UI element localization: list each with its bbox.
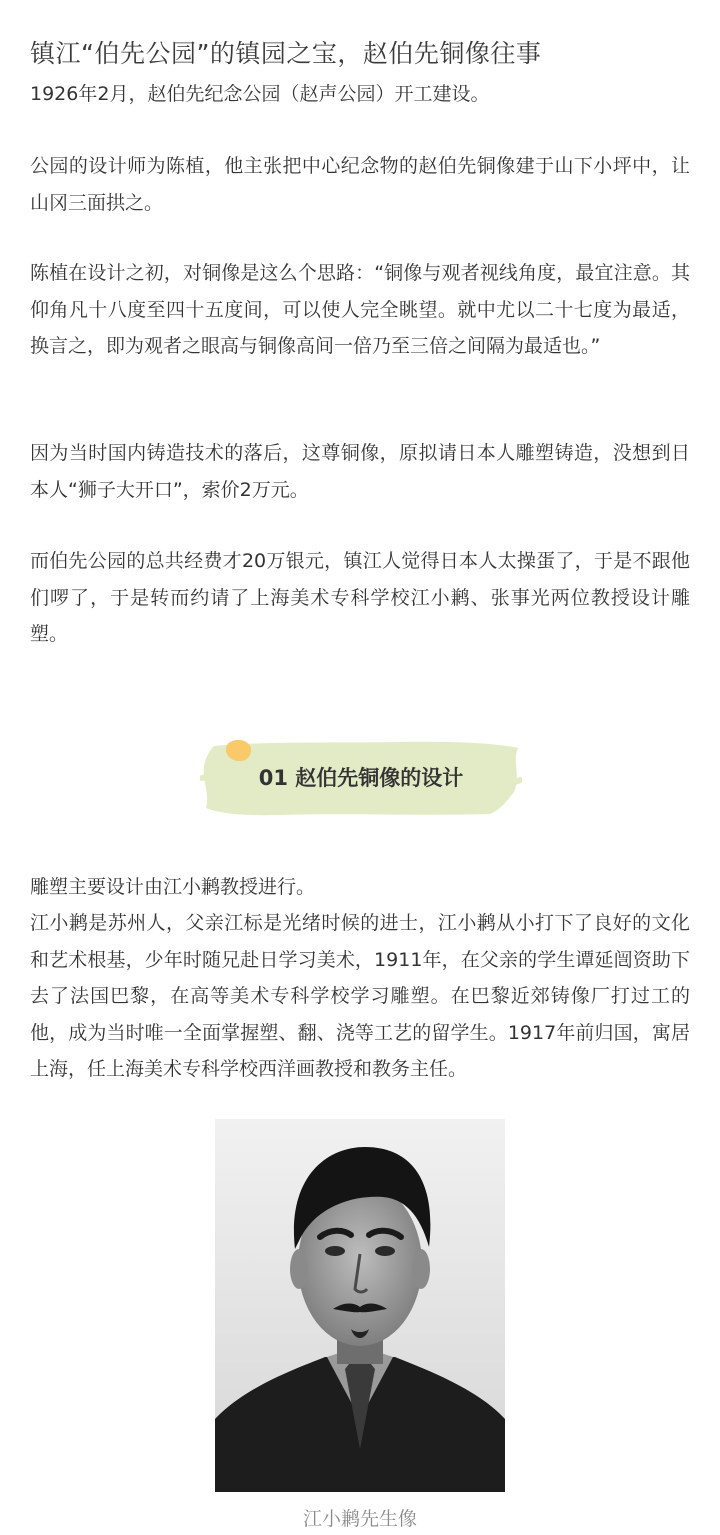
paragraph: 雕塑主要设计由江小鹣教授进行。: [30, 876, 316, 898]
photo-caption: 江小鹣先生像: [302, 1508, 417, 1530]
section-heading: 01 赵伯先铜像的设计: [258, 766, 464, 790]
paragraph: 江小鹣是苏州人，父亲江标是光绪时候的进士，江小鹣从小打下了良好的文化和艺术根基，少年时随兄赴日学习美术，1911年，在父亲的学生谭延闿资助下去了法国巴黎，在高等美术专科学校学习雕塑。在巴黎近郊铸像厂打过工的他，成为当时唯一全面掌握塑、翻、浇等工艺的留学生。1917年前归国，寓居上海，任上海美术专科学校西洋画教授和教务主任。: [30, 912, 690, 1080]
paragraph: 公园的设计师为陈植，他主张把中心纪念物的赵伯先铜像建于山下小坪中，让山冈三面拱之。: [30, 155, 690, 214]
paragraph: 陈植在设计之初，对铜像是这么个思路：“铜像与观者视线角度，最宜注意。其仰角凡十八度至四十五度间，可以使人完全眺望。就中尤以二十七度为最适，换言之，即为观者之眼高与铜像高间一倍乃至三倍之间隔为最适也。”: [30, 262, 690, 357]
article-title: 镇江“伯先公园”的镇园之宝，赵伯先铜像往事: [30, 39, 542, 68]
paragraph: 因为当时国内铸造技术的落后，这尊铜像，原拟请日本人雕塑铸造，没想到日本人“狮子大开口”，索价2万元。: [30, 442, 690, 501]
portrait-photo: [215, 1119, 505, 1492]
paragraph: 1926年2月，赵伯先纪念公园（赵声公园）开工建设。: [30, 83, 490, 105]
portrait-image: [215, 1119, 505, 1492]
section-banner: [200, 740, 522, 816]
paragraph: 而伯先公园的总共经费才20万银元，镇江人觉得日本人太操蛋了，于是不跟他们啰了，于是转而约请了上海美术专科学校江小鹣、张事光两位教授设计雕塑。: [30, 550, 690, 645]
